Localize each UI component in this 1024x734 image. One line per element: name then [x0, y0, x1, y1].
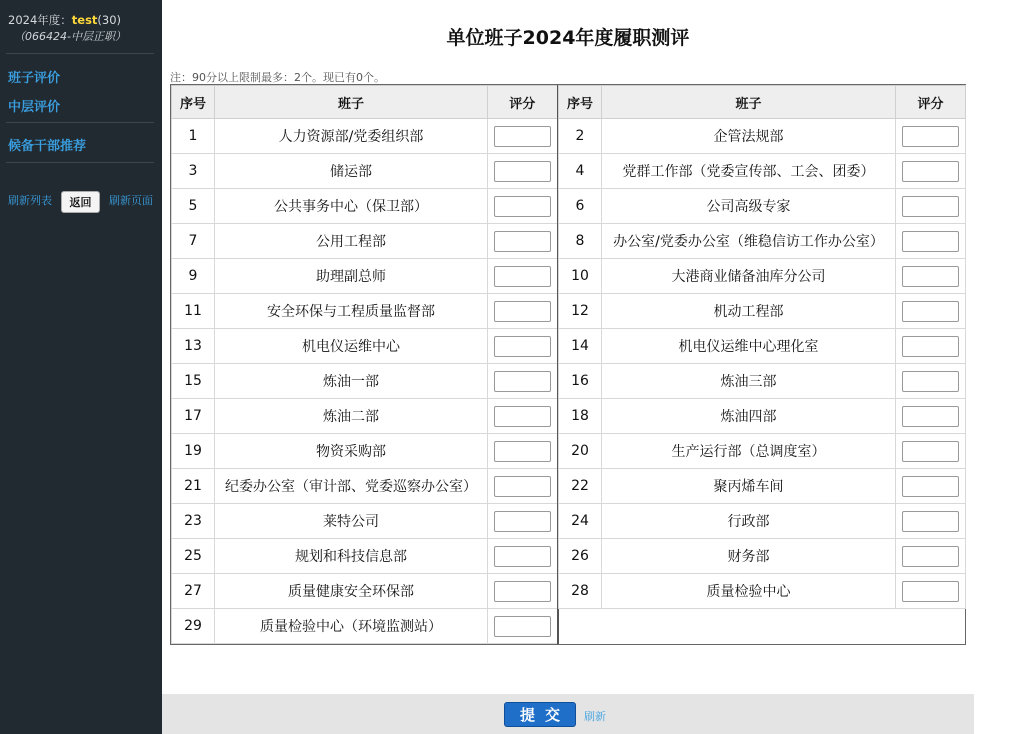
score-input[interactable]: [902, 581, 959, 602]
row-index: 18: [559, 399, 602, 434]
row-index: 14: [559, 329, 602, 364]
table-row: [559, 504, 966, 539]
table-row: [172, 539, 558, 574]
row-score-cell: [896, 504, 966, 539]
row-score-cell: [488, 154, 558, 189]
row-team-name: 生产运行部（总调度室）: [602, 434, 896, 469]
row-team-name: 炼油四部: [602, 399, 896, 434]
row-team-name: 企管法规部: [602, 119, 896, 154]
row-index: 3: [172, 154, 215, 189]
row-index: 20: [559, 434, 602, 469]
table-row: [172, 259, 558, 294]
row-score-cell: [896, 119, 966, 154]
row-score-cell: [896, 469, 966, 504]
score-input[interactable]: [494, 511, 551, 532]
table-row: [172, 364, 558, 399]
row-score-cell: [488, 504, 558, 539]
row-index: 6: [559, 189, 602, 224]
score-input[interactable]: [494, 616, 551, 637]
sidebar: [0, 0, 162, 734]
score-input[interactable]: [494, 301, 551, 322]
table-row: [559, 574, 966, 609]
submit-button[interactable]: 提交: [504, 702, 576, 727]
score-input[interactable]: [902, 441, 959, 462]
table-row: [559, 189, 966, 224]
score-input[interactable]: [494, 161, 551, 182]
row-score-cell: [896, 574, 966, 609]
table-row: [559, 469, 966, 504]
score-input[interactable]: [902, 126, 959, 147]
user-name: test: [71, 13, 98, 27]
row-team-name: 办公室/党委办公室（维稳信访工作办公室）: [602, 224, 896, 259]
table-row: [172, 329, 558, 364]
table-row: [172, 399, 558, 434]
row-index: 25: [172, 539, 215, 574]
score-input[interactable]: [494, 406, 551, 427]
row-team-name: 储运部: [215, 154, 488, 189]
header-score: 评分: [488, 86, 558, 119]
row-index: 21: [172, 469, 215, 504]
row-team-name: 助理副总师: [215, 259, 488, 294]
score-input[interactable]: [902, 546, 959, 567]
score-input[interactable]: [494, 476, 551, 497]
row-team-name: 质量检验中心: [602, 574, 896, 609]
score-input[interactable]: [902, 266, 959, 287]
score-input[interactable]: [902, 301, 959, 322]
row-team-name: 纪委办公室（审计部、党委巡察办公室）: [215, 469, 488, 504]
score-input[interactable]: [494, 126, 551, 147]
row-score-cell: [896, 539, 966, 574]
row-team-name: 质量健康安全环保部: [215, 574, 488, 609]
year-label: 2024年度：: [8, 13, 72, 27]
table-row: [559, 224, 966, 259]
row-index: 5: [172, 189, 215, 224]
row-index: 19: [172, 434, 215, 469]
row-team-name: 机电仪运维中心: [215, 329, 488, 364]
row-score-cell: [896, 434, 966, 469]
row-score-cell: [488, 364, 558, 399]
row-team-name: 机电仪运维中心理化室: [602, 329, 896, 364]
evaluation-tables: [170, 84, 966, 645]
table-row: [172, 154, 558, 189]
row-index: 22: [559, 469, 602, 504]
row-team-name: 质量检验中心（环境监测站）: [215, 609, 488, 644]
row-team-name: 炼油一部: [215, 364, 488, 399]
table-row: [559, 364, 966, 399]
row-index: 28: [559, 574, 602, 609]
row-index: 9: [172, 259, 215, 294]
table-row: [559, 259, 966, 294]
header-team: 班子: [602, 86, 896, 119]
back-button[interactable]: 返回: [61, 191, 100, 213]
limit-note: 注：90分以上限制最多：2个。现已有0个。: [170, 71, 385, 84]
row-index: 26: [559, 539, 602, 574]
user-count: (30): [97, 13, 122, 27]
score-input[interactable]: [494, 441, 551, 462]
row-index: 7: [172, 224, 215, 259]
header-index: 序号: [172, 86, 215, 119]
row-score-cell: [896, 189, 966, 224]
row-index: 23: [172, 504, 215, 539]
row-score-cell: [488, 469, 558, 504]
row-score-cell: [896, 224, 966, 259]
table-row: [559, 119, 966, 154]
row-score-cell: [488, 609, 558, 644]
row-team-name: 行政部: [602, 504, 896, 539]
score-input[interactable]: [902, 511, 959, 532]
table-row: [559, 294, 966, 329]
row-score-cell: [488, 119, 558, 154]
row-team-name: 炼油三部: [602, 364, 896, 399]
row-index: 27: [172, 574, 215, 609]
score-input[interactable]: [494, 581, 551, 602]
row-index: 1: [172, 119, 215, 154]
row-score-cell: [488, 259, 558, 294]
row-index: 2: [559, 119, 602, 154]
header-score: 评分: [896, 86, 966, 119]
row-team-name: 人力资源部/党委组织部: [215, 119, 488, 154]
row-team-name: 机动工程部: [602, 294, 896, 329]
refresh-link[interactable]: 刷新: [584, 710, 606, 723]
header-index: 序号: [559, 86, 602, 119]
row-index: 11: [172, 294, 215, 329]
row-index: 4: [559, 154, 602, 189]
score-input[interactable]: [902, 231, 959, 252]
row-score-cell: [488, 294, 558, 329]
score-input[interactable]: [902, 476, 959, 497]
divider: [6, 162, 154, 163]
right-score-table: [558, 85, 966, 643]
table-row: [172, 294, 558, 329]
row-score-cell: [896, 399, 966, 434]
row-index: 24: [559, 504, 602, 539]
row-team-name: 大港商业储备油库分公司: [602, 259, 896, 294]
table-row: [172, 224, 558, 259]
row-index: 16: [559, 364, 602, 399]
row-index: 13: [172, 329, 215, 364]
row-score-cell: [896, 294, 966, 329]
header-team: 班子: [215, 86, 488, 119]
row-score-cell: [488, 329, 558, 364]
nav-team-eval[interactable]: 班子评价: [8, 71, 61, 86]
row-team-name: 公用工程部: [215, 224, 488, 259]
row-score-cell: [896, 154, 966, 189]
row-score-cell: [896, 259, 966, 294]
divider: [6, 122, 154, 123]
row-score-cell: [488, 539, 558, 574]
table-row: [172, 189, 558, 224]
table-row: [172, 609, 558, 644]
table-row: [172, 504, 558, 539]
row-score-cell: [488, 574, 558, 609]
row-score-cell: [896, 329, 966, 364]
score-input[interactable]: [494, 546, 551, 567]
row-index: 29: [172, 609, 215, 644]
row-team-name: 公共事务中心（保卫部）: [215, 189, 488, 224]
page-title: 单位班子2024年度履职测评: [446, 27, 690, 49]
left-score-table: [171, 85, 559, 644]
table-row: [559, 434, 966, 469]
row-index: 17: [172, 399, 215, 434]
score-input[interactable]: [494, 371, 551, 392]
empty-row: [559, 609, 966, 644]
user-position: （066424-中层正职）: [14, 30, 126, 43]
row-team-name: 规划和科技信息部: [215, 539, 488, 574]
score-input[interactable]: [494, 336, 551, 357]
row-team-name: 炼油二部: [215, 399, 488, 434]
score-input[interactable]: [902, 161, 959, 182]
score-input[interactable]: [494, 231, 551, 252]
score-input[interactable]: [902, 196, 959, 217]
row-index: 15: [172, 364, 215, 399]
score-input[interactable]: [494, 266, 551, 287]
row-score-cell: [488, 189, 558, 224]
row-team-name: 财务部: [602, 539, 896, 574]
refresh-list-link[interactable]: 刷新列表: [8, 194, 52, 207]
score-input[interactable]: [902, 406, 959, 427]
row-team-name: 党群工作部（党委宣传部、工会、团委）: [602, 154, 896, 189]
table-row: [172, 119, 558, 154]
score-input[interactable]: [494, 196, 551, 217]
table-row: [172, 469, 558, 504]
row-team-name: 公司高级专家: [602, 189, 896, 224]
score-input[interactable]: [902, 336, 959, 357]
row-index: 8: [559, 224, 602, 259]
table-row: [559, 539, 966, 574]
row-index: 10: [559, 259, 602, 294]
row-index: 12: [559, 294, 602, 329]
table-row: [559, 329, 966, 364]
table-row: [559, 399, 966, 434]
year-user-line: [8, 12, 121, 28]
row-team-name: 物资采购部: [215, 434, 488, 469]
score-input[interactable]: [902, 371, 959, 392]
nav-reserve-recommend[interactable]: 候备干部推荐: [8, 139, 87, 154]
refresh-page-link[interactable]: 刷新页面: [109, 194, 153, 207]
row-score-cell: [896, 364, 966, 399]
table-row: [172, 434, 558, 469]
row-team-name: 安全环保与工程质量监督部: [215, 294, 488, 329]
row-score-cell: [488, 399, 558, 434]
footer-bar: [162, 694, 974, 734]
nav-middle-eval[interactable]: 中层评价: [8, 100, 61, 115]
table-row: [559, 154, 966, 189]
divider: [6, 53, 154, 54]
row-team-name: 聚丙烯车间: [602, 469, 896, 504]
row-score-cell: [488, 224, 558, 259]
table-row: [172, 574, 558, 609]
row-team-name: 莱特公司: [215, 504, 488, 539]
row-score-cell: [488, 434, 558, 469]
